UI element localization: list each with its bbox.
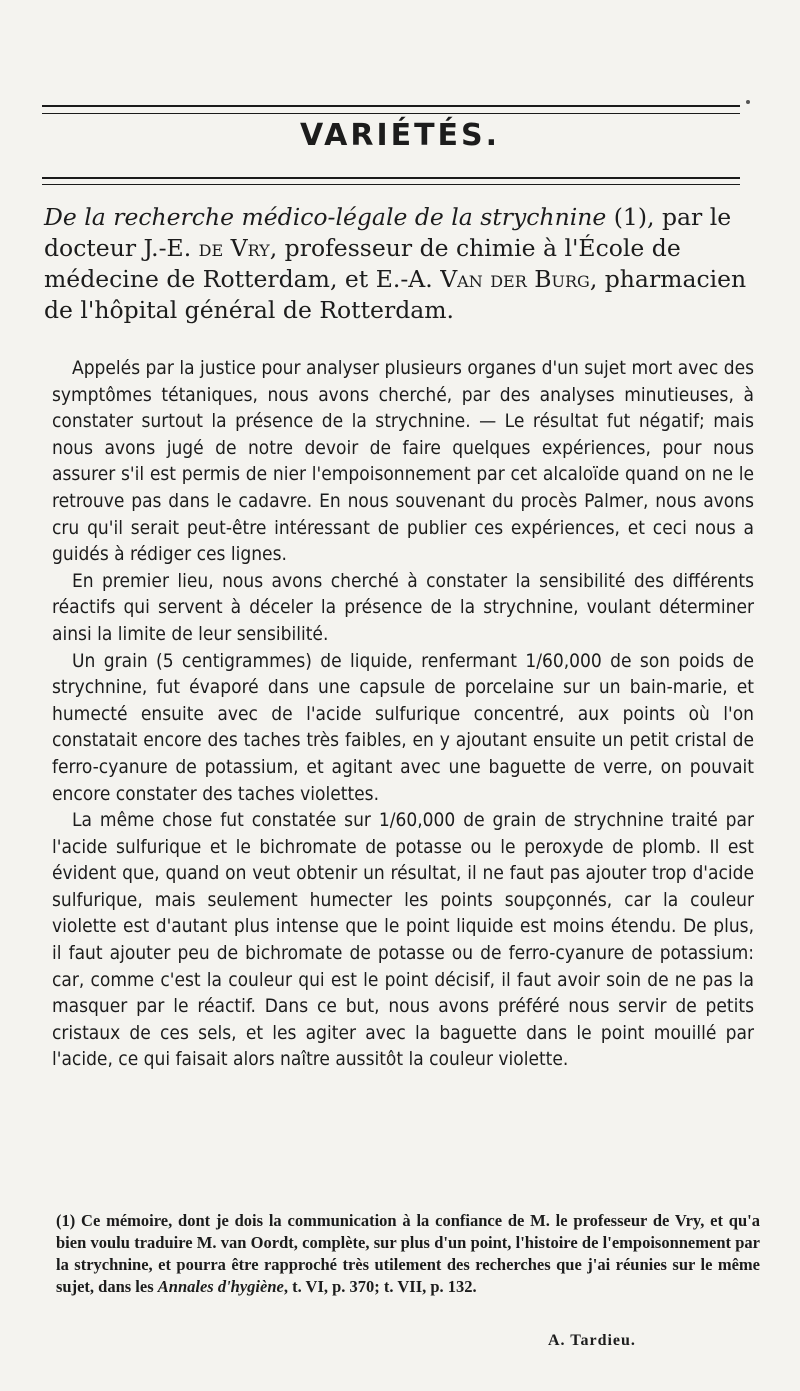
paragraph-2: En premier lieu, nous avons cherché à constater la sensibilité des différents réactifs qui servent à déceler la présence de la strychnine, voulant déterminer ainsi la limite de leur sensibilité. <box>52 569 754 645</box>
paragraph-1: Appelés par la justice pour analyser plusieurs organes d'un sujet mort avec des symptômes tétaniques, nous avons cherché, par des analyses minutieuses, à constater surtout la présence de la strychnine. — Le résultat fut négatif; mais nous avons jugé de notre devoir de faire quelques expériences, pour nous assurer s'il est permis de nier l'empoisonnement par cet alcaloïde quand on ne le retrouve pas dans le cadavre. En nous souvenant du procès Palmer, nous avons cru qu'il serait peut-être intéressant de publier ces expériences, et ceci nous a guidés à rédiger ces lignes. <box>52 357 754 566</box>
paragraph-4: La même chose fut constatée sur 1/60,000 de grain de strychnine traité par l'acide sulfurique et le bichromate de potasse ou le peroxyde de plomb. Il est évident que, quand on veut obtenir un résultat, il ne faut pas ajouter trop d'acide sulfurique, mais seulement humecter les points soupçonnés, car la couleur violette est d'autant plus intense que le point liquide est moins étendu. De plus, il faut ajouter peu de bichromate de potasse ou de ferro-cyanure de potassium: car, comme c'est la couleur qui est le point décisif, il faut avoir soin de ne pas la masquer par le réactif. Dans ce but, nous avons préféré nous servir de petits cristaux de ces sels, et les agiter avec la baguette dans le point mouillé par l'acide, ce qui faisait alors naître aussitôt la couleur violette. <box>52 809 754 1071</box>
footnote <box>56 1210 760 1298</box>
footnote-journal: Annales d'hygiène <box>157 1277 284 1296</box>
footnote-reference: (1) <box>606 203 648 231</box>
article-title <box>44 202 754 326</box>
top-rule-thick <box>42 105 740 107</box>
article-title-italic: De la recherche médico-légale de la strychnine <box>44 203 607 231</box>
top-rule-thin <box>42 113 740 114</box>
title-text-2: , professeur de chimie à l'École de médecine de Rotterdam, et E.-A. <box>44 234 681 293</box>
author-name-2: Van der Burg <box>440 265 590 293</box>
author-name-1: de Vry <box>198 234 270 262</box>
print-speck <box>746 100 750 104</box>
footnote-text-2: , t. VI, p. 370; t. VII, p. 132. <box>283 1277 477 1296</box>
paragraph-3: Un grain (5 centigrammes) de liquide, renfermant 1/60,000 de son poids de strychnine, fut évaporé dans une capsule de porcelaine sur un bain-marie, et humecté ensuite avec de l'acide sulfurique concentré, aux points où l'on constatait encore des taches très faibles, en y ajoutant ensuite un petit cristal de ferro-cyanure de potassium, et agitant avec une baguette de verre, on pouvait encore constater des taches violettes. <box>52 649 754 805</box>
title-text-3: , pharmacien de l'hôpital général de Rotterdam. <box>44 265 747 324</box>
title-text-1: , par le docteur J.-E. <box>44 203 732 262</box>
footnote-text-1: (1) Ce mémoire, dont je dois la communication à la confiance de M. le professeur de Vry, et qu'a bien voulu traduire M. van Oordt, complète, sur plus d'un point, l'histoire de l'empoisonnement par la strychnine, et pourra être rapproché très utilement des recherches que j'ai réunies sur le même sujet, dans les <box>56 1211 760 1296</box>
article-body <box>52 355 754 1073</box>
section-heading: VARIÉTÉS. <box>299 118 501 153</box>
bottom-rule-thick <box>42 177 740 179</box>
bottom-rule-thin <box>42 184 740 185</box>
footnote-signature: A. Tardieu. <box>548 1332 636 1349</box>
